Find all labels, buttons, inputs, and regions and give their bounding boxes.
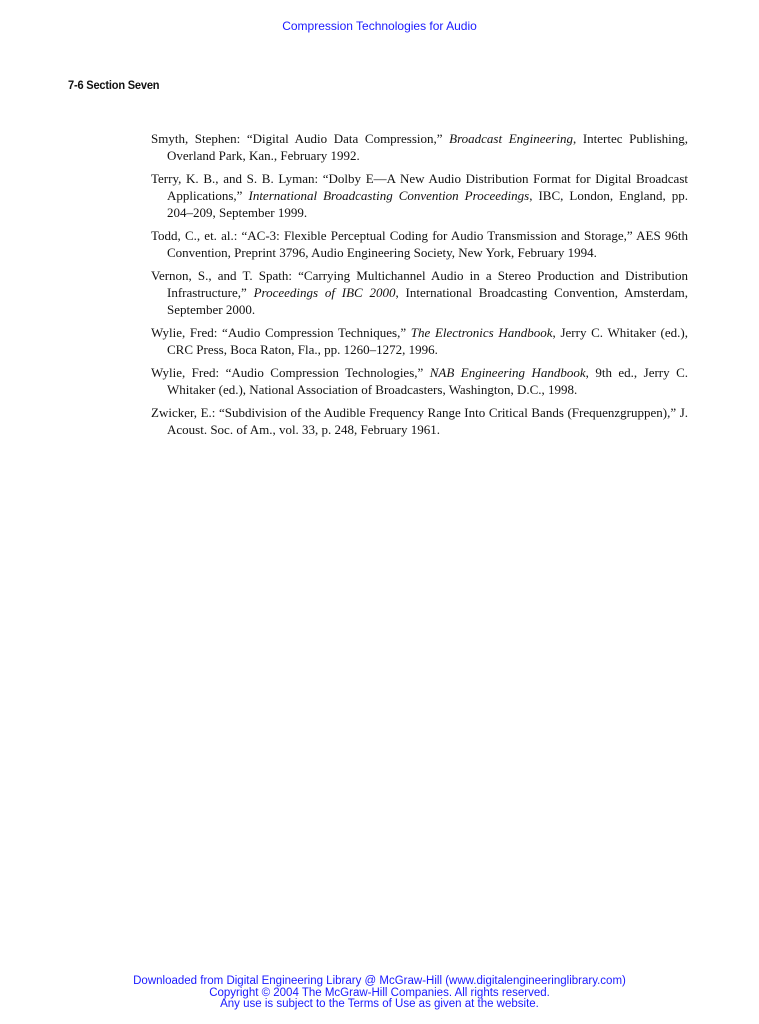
- reference-text: , IBC, London, England, pp. 204–209, September 1999.: [167, 188, 688, 220]
- reference-text: Wylie, Fred: “Audio Compression Techniques,”: [151, 325, 411, 340]
- reference-text: , Jerry C. Whitaker (ed.), CRC Press, Boca Raton, Fla., pp. 1260–1272, 1996.: [167, 325, 688, 357]
- reference-italic-title: Broadcast Engineering: [449, 131, 573, 146]
- reference-text: Zwicker, E.: “Subdivision of the Audible Frequency Range Into Critical Bands (Frequenzgruppen),” J. Acoust. Soc. of Am., vol. 33, p. 248, February 1961.: [151, 405, 688, 437]
- footer: [0, 976, 759, 1011]
- footer-copyright-link[interactable]: Copyright © 2004 The McGraw-Hill Companies. All rights reserved.: [209, 986, 550, 999]
- reference-italic-title: International Broadcasting Convention Proceedings: [248, 188, 530, 203]
- reference-text: Vernon, S., and T. Spath: “Carrying Multichannel Audio in a Stereo Production and Distribution Infrastructure,”: [151, 268, 688, 300]
- reference-item: [151, 267, 688, 318]
- reference-list: [151, 130, 688, 444]
- reference-item: [151, 364, 688, 398]
- reference-text: Todd, C., et. al.: “AC-3: Flexible Perceptual Coding for Audio Transmission and Storage,” AES 96th Convention, Preprint 3796, Audio Engineering Society, New York, February 1994.: [151, 228, 688, 260]
- reference-item: [151, 324, 688, 358]
- reference-italic-title: The Electronics Handbook: [410, 325, 553, 340]
- reference-italic-title: Proceedings of IBC 2000: [253, 285, 396, 300]
- top-title-link[interactable]: Compression Technologies for Audio: [282, 19, 477, 33]
- section-header: 7-6 Section Seven: [68, 78, 160, 92]
- reference-item: [151, 404, 688, 438]
- reference-text: , International Broadcasting Convention, Amsterdam, September 2000.: [167, 285, 688, 317]
- reference-item: [151, 170, 688, 221]
- reference-italic-title: NAB Engineering Handbook: [429, 365, 586, 380]
- footer-terms-link[interactable]: Any use is subject to the Terms of Use as given at the website.: [220, 998, 539, 1010]
- footer-download-link[interactable]: Downloaded from Digital Engineering Library @ McGraw-Hill (www.digitalengineeringlibrary.com): [133, 975, 626, 987]
- reference-text: Wylie, Fred: “Audio Compression Technologies,”: [151, 365, 430, 380]
- reference-text: Terry, K. B., and S. B. Lyman: “Dolby E—A New Audio Distribution Format for Digital Broadcast Applications,”: [151, 171, 688, 203]
- reference-item: [151, 227, 688, 261]
- reference-text: , 9th ed., Jerry C. Whitaker (ed.), National Association of Broadcasters, Washington, D.C., 1998.: [167, 365, 688, 397]
- reference-text: , Intertec Publishing, Overland Park, Kan., February 1992.: [167, 131, 688, 163]
- reference-text: Smyth, Stephen: “Digital Audio Data Compression,”: [151, 131, 450, 146]
- reference-item: [151, 130, 688, 164]
